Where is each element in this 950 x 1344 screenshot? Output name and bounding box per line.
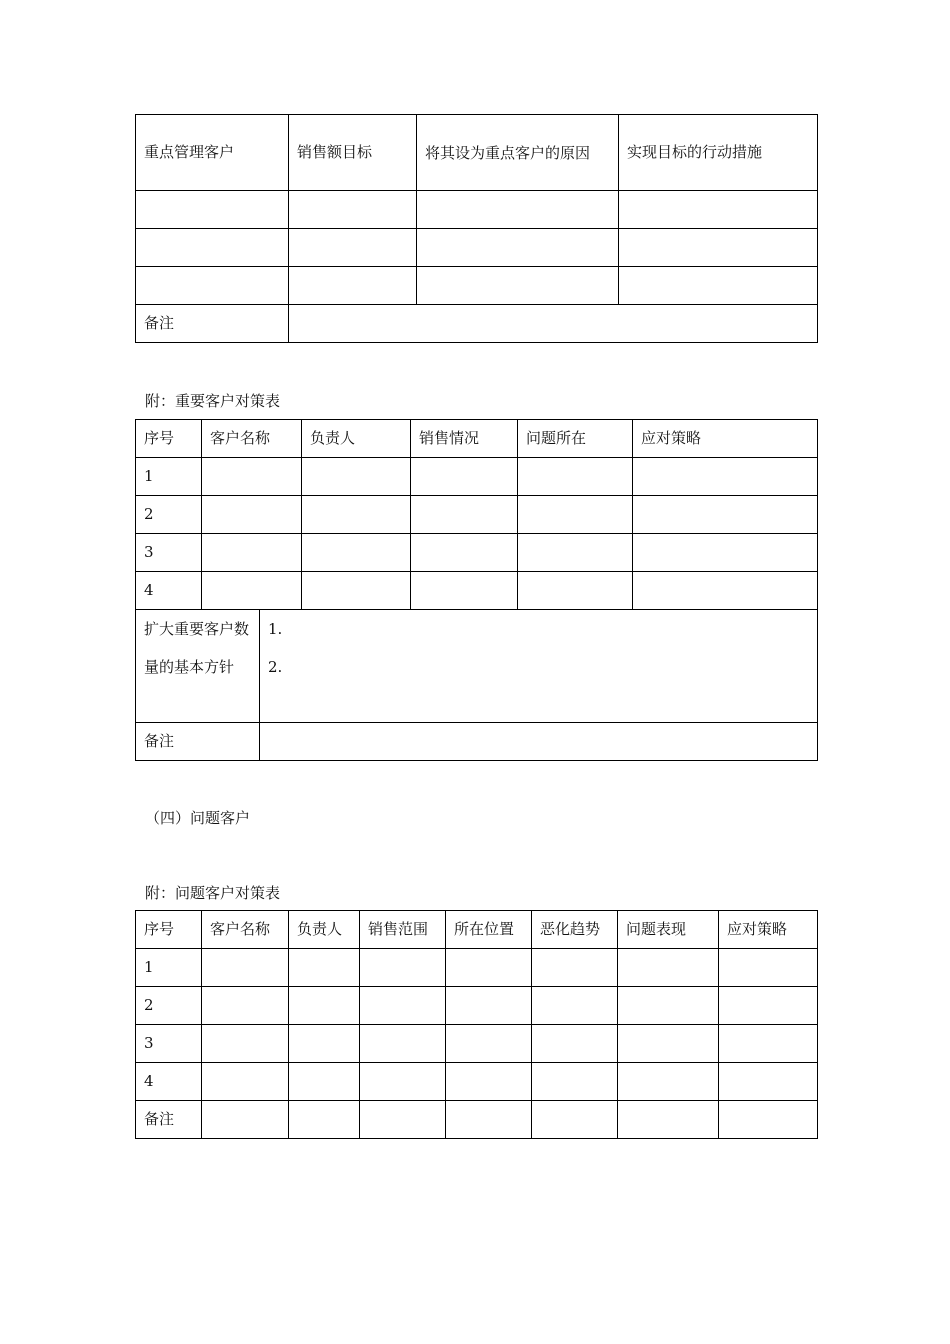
header-reason: 将其设为重点客户的原因 — [417, 115, 619, 191]
header-sales-target: 销售额目标 — [289, 115, 417, 191]
header-action-measures: 实现目标的行动措施 — [619, 115, 818, 191]
header-problem-signs: 问题表现 — [618, 911, 719, 949]
table-row — [136, 496, 818, 534]
problem-table-caption: 附：问题客户对策表 — [145, 884, 281, 902]
header-strategy: 应对策略 — [633, 420, 818, 458]
key-customer-table — [135, 114, 818, 343]
problem-section-heading: （四）问题客户 — [145, 809, 251, 827]
policy-label: 扩大重要客户数量的基本方针 — [136, 610, 260, 723]
table-row — [136, 572, 818, 610]
important-customer-table — [135, 419, 818, 761]
row-number: 4 — [136, 572, 202, 610]
table-row — [136, 191, 818, 229]
table-row — [136, 1063, 818, 1101]
remark-label: 备注 — [136, 723, 260, 761]
table-row — [136, 987, 818, 1025]
problem-customer-table — [135, 910, 818, 1139]
table-row — [136, 458, 818, 496]
remark-cell — [289, 305, 818, 343]
policy-item: 2. — [268, 658, 283, 676]
policy-item: 1. — [268, 620, 283, 638]
row-number: 1 — [136, 949, 202, 987]
row-number: 1 — [136, 458, 202, 496]
remark-cell — [260, 723, 818, 761]
row-number: 4 — [136, 1063, 202, 1101]
table-row — [136, 267, 818, 305]
row-number: 2 — [136, 987, 202, 1025]
header-key-customer: 重点管理客户 — [136, 115, 289, 191]
header-customer-name: 客户名称 — [202, 420, 302, 458]
header-index: 序号 — [136, 911, 202, 949]
header-index: 序号 — [136, 420, 202, 458]
header-person-in-charge: 负责人 — [289, 911, 360, 949]
remark-label: 备注 — [136, 305, 289, 343]
important-table-caption: 附：重要客户对策表 — [145, 392, 281, 410]
row-number: 3 — [136, 534, 202, 572]
row-number: 2 — [136, 496, 202, 534]
header-sales-status: 销售情况 — [411, 420, 518, 458]
header-deterioration-trend: 恶化趋势 — [532, 911, 618, 949]
table-row — [136, 1025, 818, 1063]
row-number: 3 — [136, 1025, 202, 1063]
table-row — [136, 229, 818, 267]
table-row — [136, 1101, 818, 1139]
table-row — [136, 949, 818, 987]
header-customer-name: 客户名称 — [202, 911, 289, 949]
header-person-in-charge: 负责人 — [302, 420, 411, 458]
header-location: 所在位置 — [446, 911, 532, 949]
table-row — [136, 534, 818, 572]
header-strategy: 应对策略 — [719, 911, 818, 949]
policy-items — [260, 610, 818, 723]
header-problem: 问题所在 — [518, 420, 633, 458]
remark-label: 备注 — [136, 1101, 202, 1139]
header-sales-range: 销售范围 — [360, 911, 446, 949]
